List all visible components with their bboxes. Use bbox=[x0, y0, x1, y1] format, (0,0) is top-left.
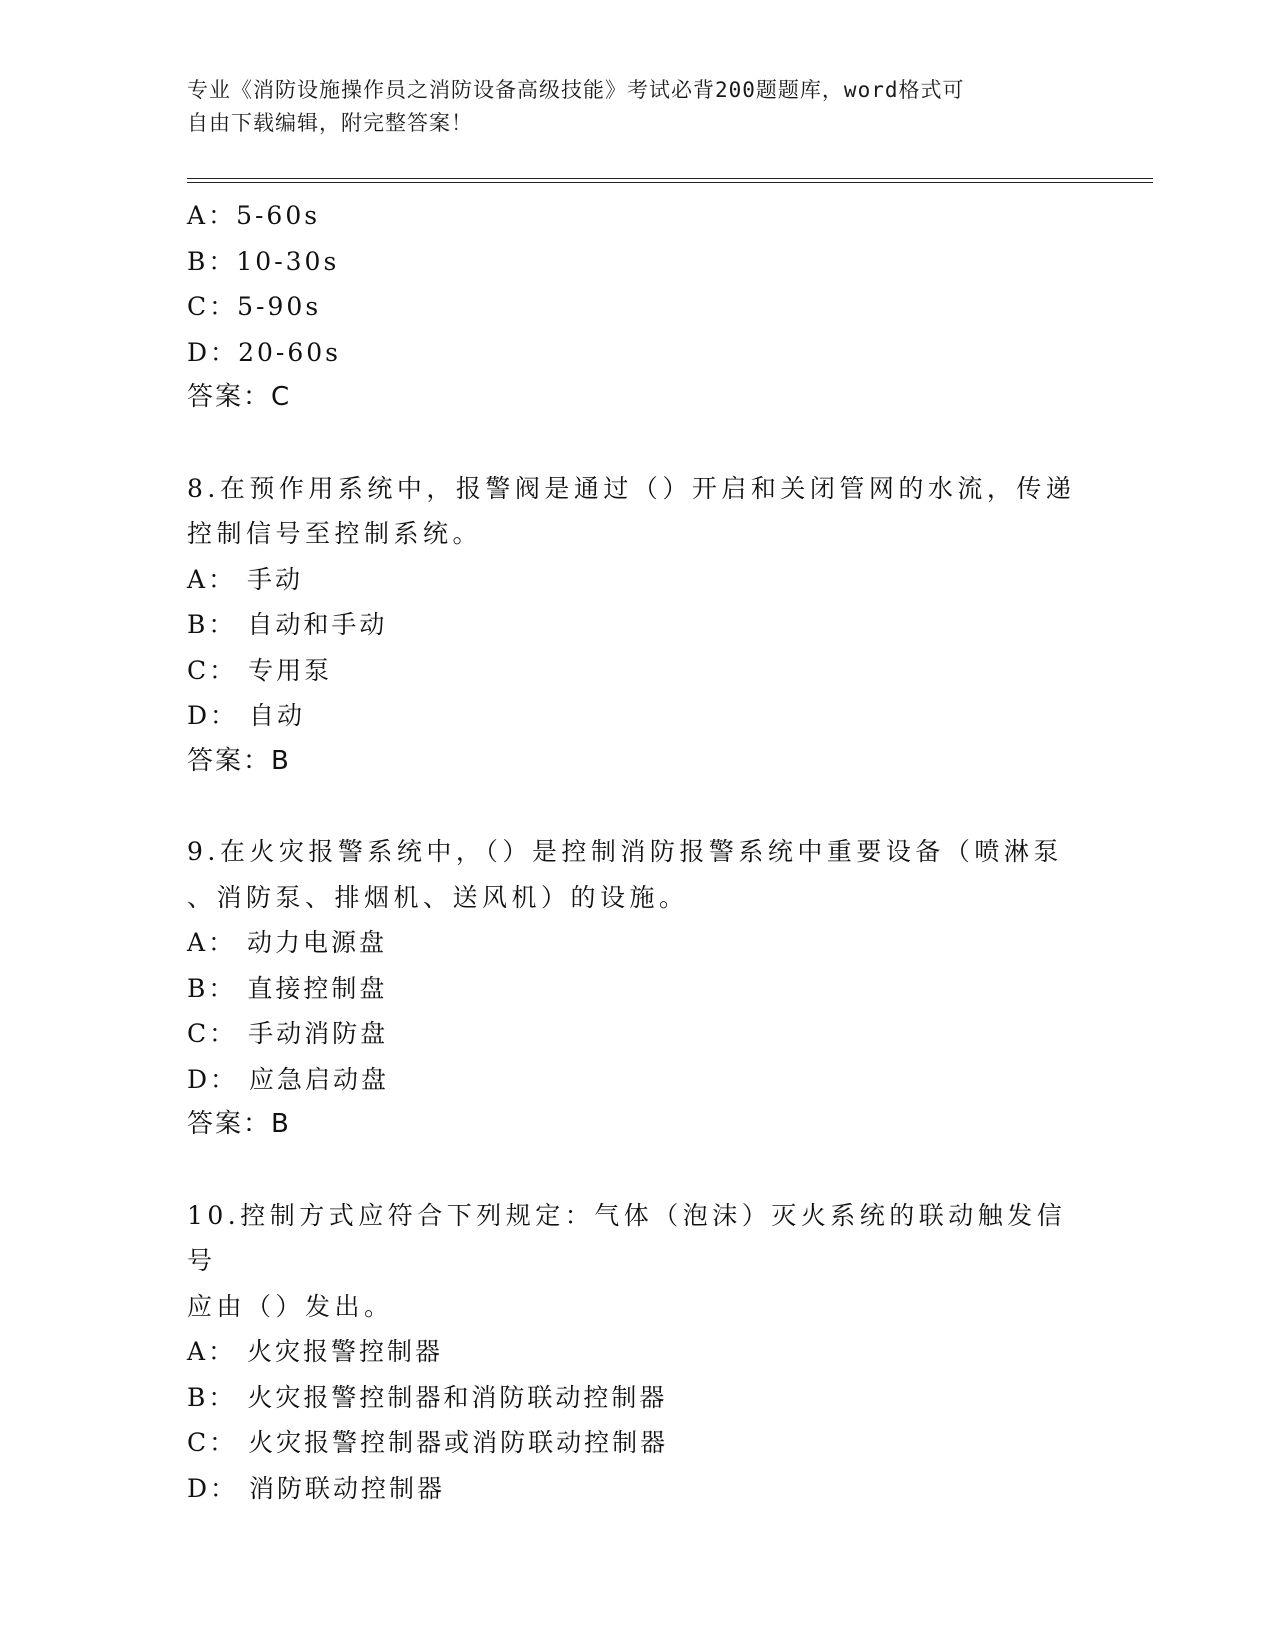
spacer bbox=[187, 1148, 1087, 1193]
option-b: B：10-30s bbox=[187, 246, 340, 276]
option-label: D bbox=[187, 337, 211, 367]
option-d: D： 消防联动控制器 bbox=[187, 1473, 446, 1503]
option-text: 10-30s bbox=[236, 246, 340, 276]
option-label: C bbox=[187, 1428, 210, 1457]
question-stem-line-2: 、消防泵、排烟机、送风机）的设施。 bbox=[187, 882, 689, 912]
answer: 答案：C bbox=[187, 382, 292, 412]
option-text: 20-60s bbox=[238, 337, 341, 367]
option-a: A：5-60s bbox=[187, 201, 321, 230]
question-stem-line-2: 应由（）发出。 bbox=[187, 1291, 394, 1321]
option-text: 手动消防盘 bbox=[248, 1019, 389, 1048]
option-text: 火灾报警控制器和消防联动控制器 bbox=[247, 1382, 668, 1412]
option-text: 应急启动盘 bbox=[249, 1064, 390, 1094]
document-header bbox=[187, 74, 1067, 140]
option-text: 5-60s bbox=[236, 201, 321, 230]
question-stem-line-1: 8.在预作用系统中，报警阀是通过（）开启和关闭管网的水流，传递 bbox=[187, 473, 1076, 503]
option-label: B bbox=[187, 1382, 209, 1412]
option-text: 自动 bbox=[249, 701, 306, 730]
option-c: C： 专用泵 bbox=[187, 655, 333, 685]
option-a: A： 动力电源盘 bbox=[187, 928, 388, 957]
question-stem-line-1: 10.控制方式应符合下列规定：气体（泡沫）灭火系统的联动触发信号 bbox=[187, 1200, 1067, 1275]
option-label: A bbox=[187, 928, 209, 957]
question-list bbox=[187, 193, 1087, 1511]
option-text: 火灾报警控制器或消防联动控制器 bbox=[248, 1428, 669, 1457]
option-text: 直接控制盘 bbox=[247, 973, 388, 1003]
option-c: C： 火灾报警控制器或消防联动控制器 bbox=[187, 1428, 669, 1457]
option-label: A bbox=[187, 1337, 209, 1366]
option-text: 5-90s bbox=[237, 292, 322, 321]
spacer bbox=[187, 784, 1087, 829]
option-text: 消防联动控制器 bbox=[249, 1473, 446, 1503]
question-stem-line-1: 9.在火灾报警系统中，（）是控制消防报警系统中重要设备（喷淋泵 bbox=[187, 837, 1063, 866]
spacer bbox=[187, 421, 1087, 466]
option-text: 火灾报警控制器 bbox=[247, 1337, 444, 1366]
option-label: C bbox=[187, 292, 210, 321]
option-label: A bbox=[187, 564, 209, 594]
option-label: B bbox=[187, 973, 209, 1003]
option-text: 动力电源盘 bbox=[247, 928, 388, 957]
option-b: B： 直接控制盘 bbox=[187, 973, 388, 1003]
question-7-options bbox=[187, 193, 1087, 421]
option-label: D bbox=[187, 701, 211, 730]
option-c: C： 手动消防盘 bbox=[187, 1019, 389, 1048]
header-divider bbox=[187, 178, 1153, 183]
answer: 答案：B bbox=[187, 1109, 291, 1139]
option-label: D bbox=[187, 1473, 211, 1503]
option-label: D bbox=[187, 1064, 211, 1094]
option-d: D： 应急启动盘 bbox=[187, 1064, 390, 1094]
option-label: C bbox=[187, 1019, 210, 1048]
option-label: A bbox=[187, 201, 209, 230]
option-label: B bbox=[187, 246, 209, 276]
option-text: 专用泵 bbox=[248, 655, 333, 685]
option-label: B bbox=[187, 610, 209, 639]
option-a: A： 手动 bbox=[187, 564, 304, 594]
option-b: B： 火灾报警控制器和消防联动控制器 bbox=[187, 1382, 668, 1412]
header-title-line-2: 自由下载编辑，附完整答案！ bbox=[187, 111, 473, 135]
question-9 bbox=[187, 829, 1087, 1148]
question-8 bbox=[187, 466, 1087, 785]
question-stem-line-2: 控制信号至控制系统。 bbox=[187, 519, 483, 548]
option-d: D：20-60s bbox=[187, 337, 341, 367]
header-title-line-1: 专业《消防设施操作员之消防设备高级技能》考试必背200题题库，word格式可 bbox=[187, 78, 965, 102]
option-label: C bbox=[187, 655, 210, 685]
answer: 答案：B bbox=[187, 745, 291, 776]
question-10 bbox=[187, 1193, 1087, 1512]
option-b: B： 自动和手动 bbox=[187, 610, 388, 639]
option-c: C：5-90s bbox=[187, 292, 322, 321]
option-a: A： 火灾报警控制器 bbox=[187, 1337, 444, 1366]
option-text: 手动 bbox=[247, 564, 304, 594]
option-d: D： 自动 bbox=[187, 701, 306, 730]
option-text: 自动和手动 bbox=[247, 610, 388, 639]
